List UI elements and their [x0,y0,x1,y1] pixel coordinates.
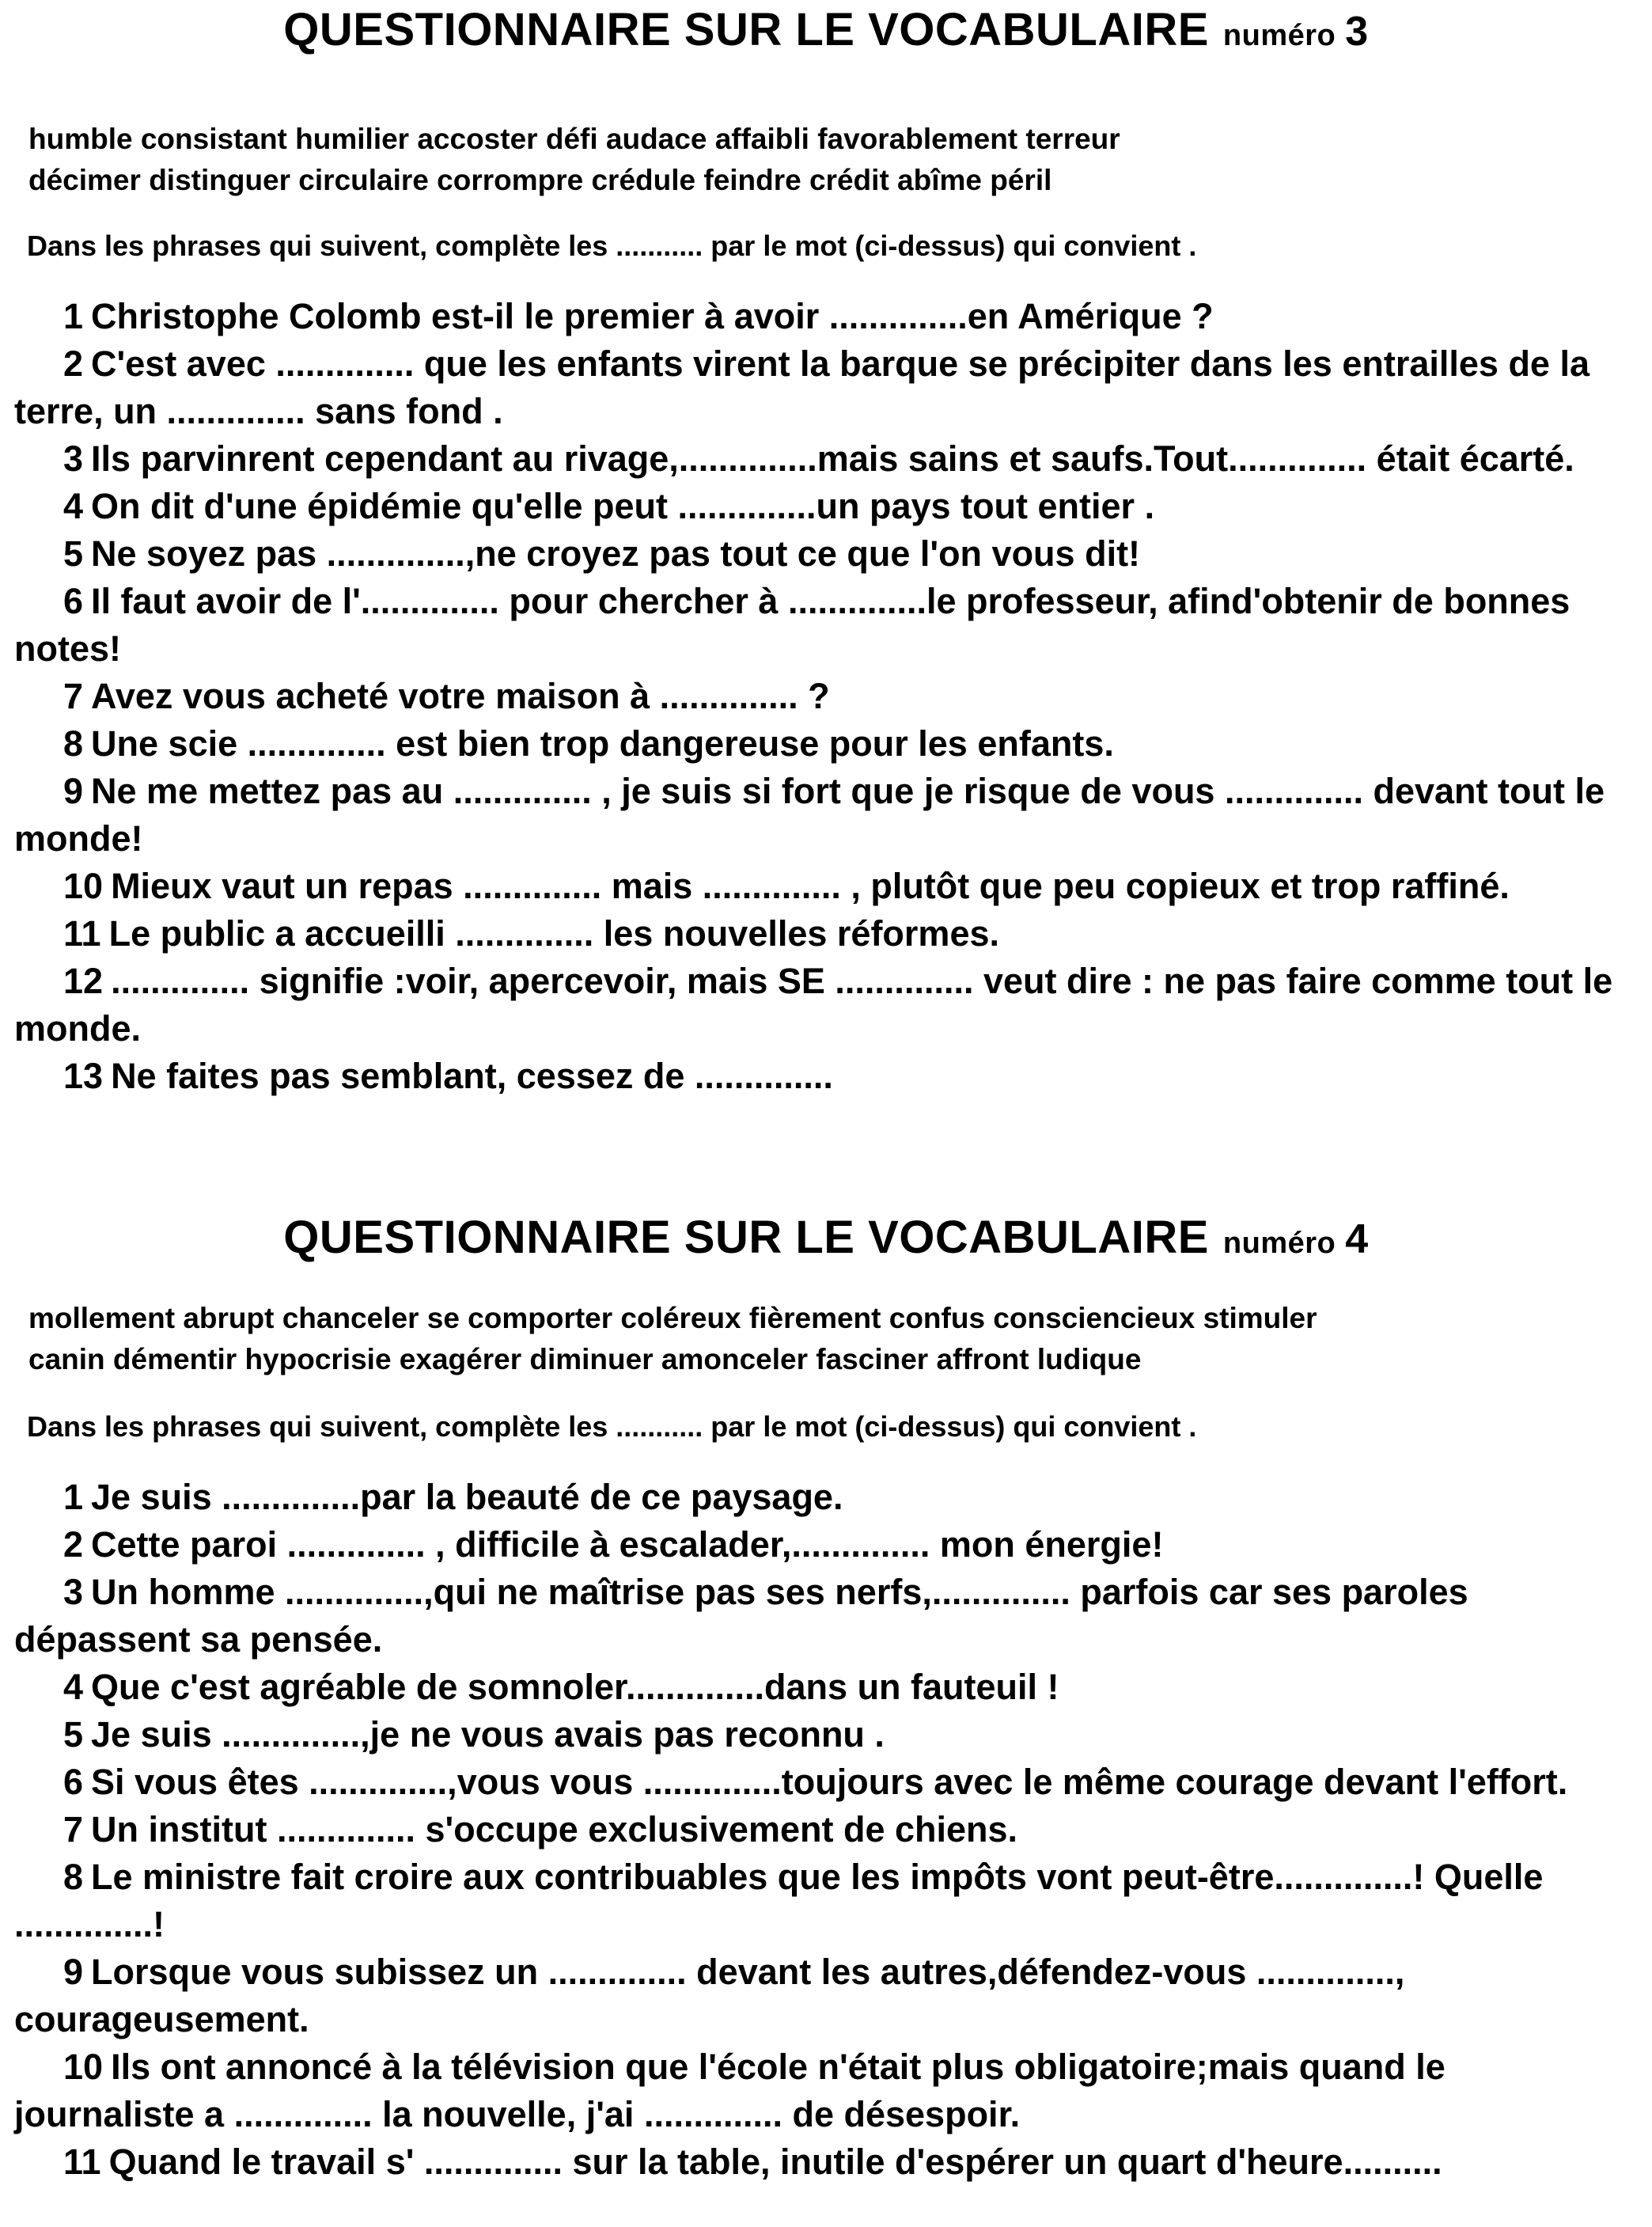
section4-title [0,1211,1652,1264]
question-number: 2 [63,1524,84,1565]
question [14,768,1628,863]
question-number: 3 [63,438,84,479]
section4-title-text: QUESTIONNAIRE SUR LE VOCABULAIRE [283,1212,1209,1263]
question-number: 7 [63,1809,84,1850]
section4-wordbank-line: mollement abrupt chanceler se comporter coléreux fièrement confus consciencieux stimuler [28,1302,1317,1334]
question-number: 12 [63,961,104,1001]
question [14,673,1628,720]
section3-wordbank [28,119,1627,201]
section3-wordbank-line: humble consistant humilier accoster défi audace affaibli favorablement terreur [28,123,1120,155]
section3-title-text: QUESTIONNAIRE SUR LE VOCABULAIRE [283,4,1209,55]
question-text: Une scie .............. est bien trop dangereuse pour les enfants. [91,723,1114,764]
question-number: 9 [63,771,84,811]
question-text: Un institut .............. s'occupe exclusivement de chiens. [91,1809,1018,1850]
section3-title [0,3,1652,56]
question-number: 6 [63,1762,84,1802]
question-text: Ils parvinrent cependant au rivage,..............mais sains et saufs.Tout.............. était écarté. [91,438,1574,479]
question-text: Christophe Colomb est-il le premier à avoir ..............en Amérique ? [91,296,1214,336]
question-text: Je suis ..............par la beauté de ce paysage. [91,1477,843,1517]
question-text: Je suis ..............,je ne vous avais pas reconnu . [91,1714,885,1755]
section4-wordbank [28,1298,1627,1380]
question-number: 1 [63,1477,84,1517]
question-number: 5 [63,1714,84,1755]
question-number: 5 [63,533,84,574]
question-text: Ne faites pas semblant, cessez de .............. [111,1056,833,1096]
question [14,1806,1628,1853]
question-number: 11 [63,913,101,954]
section4-instruction: Dans les phrases qui suivent, complète les ........... par le mot (ci-dessus) qui convient . [27,1410,1197,1443]
question-text: Il faut avoir de l'.............. pour chercher à ..............le professeur, afind'obtenir de bonnes notes! [14,581,1571,669]
question [14,1521,1628,1569]
question-number: 11 [63,2142,101,2182]
section3-title-number: 3 [1345,9,1369,55]
question-text: Ils ont annoncé à la télévision que l'école n'était plus obligatoire;mais quand le journaliste a .............. la nouvelle, j'ai .............. de désespoir. [14,2047,1446,2134]
question [14,2138,1628,2186]
question [14,340,1628,435]
question-text: .............. signifie :voir, apercevoir, mais SE .............. veut dire : ne pas faire comme tout le monde. [14,961,1613,1049]
question [14,483,1628,530]
question-number: 10 [63,866,104,906]
section4-title-label: numéro [1222,1227,1336,1260]
question [14,435,1628,483]
question-text: Ne soyez pas ..............,ne croyez pas tout ce que l'on vous dit! [91,533,1141,574]
question-number: 10 [63,2047,104,2087]
section4-title-number: 4 [1345,1216,1369,1262]
question-number: 13 [63,1056,104,1096]
question [14,1053,1628,1100]
question-text: C'est avec .............. que les enfants virent la barque se précipiter dans les entrailles de la terre, un .............. sans fond . [14,343,1589,431]
question-text: Quand le travail s' .............. sur la table, inutile d'espérer un quart d'heure.......... [108,2142,1442,2182]
section4-questions [14,1474,1628,2186]
section4-wordbank-line: canin démentir hypocrisie exagérer diminuer amonceler fasciner affront ludique [28,1343,1142,1375]
question-number: 6 [63,581,84,621]
question [14,1711,1628,1758]
question-text: Avez vous acheté votre maison à .............. ? [91,676,830,716]
question [14,1664,1628,1711]
question [14,1569,1628,1664]
section3-questions [14,293,1628,1100]
question-text: Le public a accueilli .............. les nouvelles réformes. [108,913,999,954]
question-text: Lorsque vous subissez un .............. devant les autres,défendez-vous .............., courageusement. [14,1952,1405,2039]
question [14,293,1628,340]
question [14,958,1628,1053]
question-text: Cette paroi .............. , difficile à escalader,.............. mon énergie! [91,1524,1164,1565]
question-number: 1 [63,296,84,336]
question [14,863,1628,910]
section3-wordbank-line: décimer distinguer circulaire corrompre crédule feindre crédit abîme péril [28,164,1052,196]
question [14,2043,1628,2138]
section3-title-label: numéro [1222,19,1336,52]
question-text: Que c'est agréable de somnoler..............dans un fauteuil ! [91,1667,1059,1707]
question [14,530,1628,578]
question-text: Le ministre fait croire aux contribuables que les impôts vont peut-être..............! Quelle ..............! [14,1857,1544,1944]
question [14,910,1628,958]
question-number: 4 [63,1667,84,1707]
question-text: On dit d'une épidémie qu'elle peut ..............un pays tout entier . [91,486,1155,526]
question-text: Ne me mettez pas au .............. , je suis si fort que je risque de vous .............. devant tout le monde! [14,771,1605,859]
question [14,1853,1628,1948]
question [14,1474,1628,1521]
question-number: 8 [63,723,84,764]
section3-instruction: Dans les phrases qui suivent, complète les ........... par le mot (ci-dessus) qui convient . [27,230,1197,262]
question [14,1948,1628,2043]
question-number: 9 [63,1952,84,1992]
question-number: 7 [63,676,84,716]
question-text: Un homme ..............,qui ne maîtrise pas ses nerfs,.............. parfois car ses paroles dépassent sa pensée. [14,1572,1468,1660]
question-number: 3 [63,1572,84,1612]
question [14,720,1628,768]
question [14,1758,1628,1806]
question-number: 4 [63,486,84,526]
question [14,578,1628,673]
question-text: Mieux vaut un repas .............. mais .............. , plutôt que peu copieux et trop raffiné. [111,866,1510,906]
question-text: Si vous êtes ..............,vous vous ..............toujours avec le même courage devant l'effort. [91,1762,1568,1802]
question-number: 8 [63,1857,84,1897]
question-number: 2 [63,343,84,384]
